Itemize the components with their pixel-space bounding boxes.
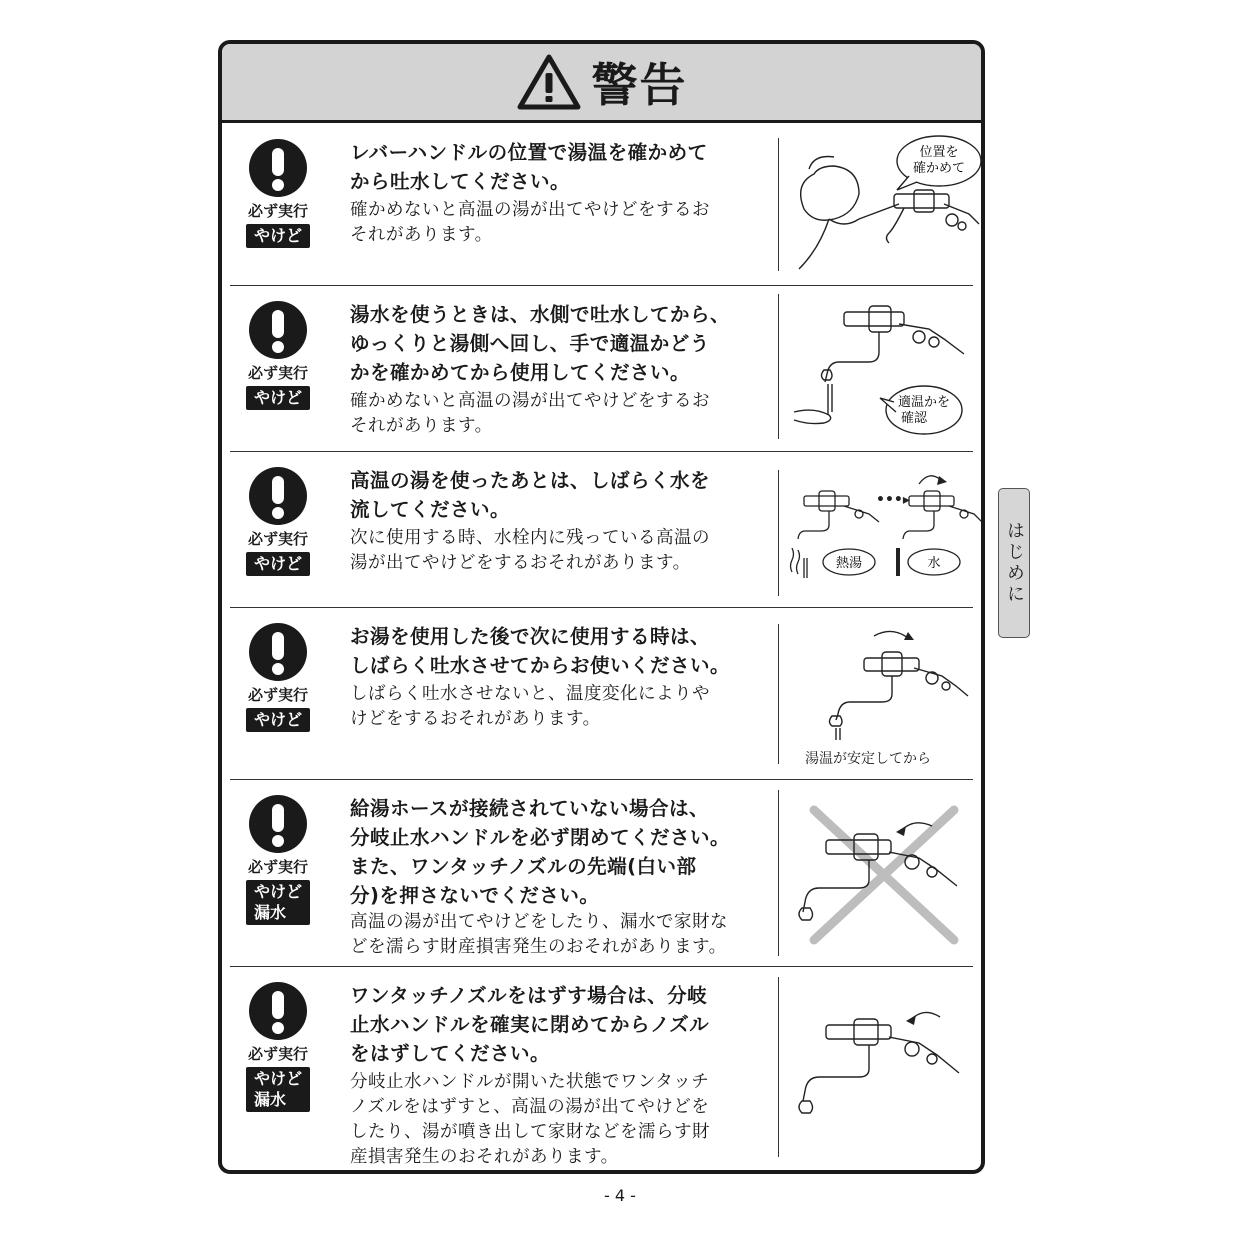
illustration-check-lever [784,134,984,274]
instruction-badge [236,300,320,410]
hazard-tag: やけど 漏水 [246,880,310,925]
illustration-stable-temperature [784,618,984,740]
bubble-text-line: 位置を [919,145,959,160]
warning-text [350,981,775,1170]
faucet-handle-closed-illustration [784,997,984,1147]
warning-reason: 次に使用する時、水栓内に残っている高温の 湯が出てやけどをするおそれがあります。 [350,528,710,573]
warning-text [350,622,775,732]
hazard-tag: やけど [246,224,310,248]
warning-text [350,138,775,248]
bubble-text-line: 確認 [900,411,928,426]
warning-text [350,794,775,960]
illustration-check-temperature [784,292,984,442]
svg-text:•••▸: •••▸ [876,492,910,508]
mandatory-action-icon [248,300,308,360]
warning-instruction: 高温の湯を使ったあとは、しばらく水を 流してください。 [350,469,711,521]
warning-instruction: 湯水を使うときは、水側で吐水してから、 ゆっくりと湯側へ回し、手で適温かどう かを確かめてから使用してください。 [350,303,731,384]
hot-then-cold-faucet-illustration [784,466,984,596]
hazard-tag: やけど [246,708,310,732]
hazard-tag: やけど [246,552,310,576]
warning-item [230,780,973,967]
instruction-badge [236,981,320,1112]
page-number: - 4 - [604,1186,636,1205]
must-do-label: 必ず実行 [247,858,308,876]
must-do-label: 必ず実行 [247,530,308,548]
hazard-tag: やけど 漏水 [246,1067,310,1112]
hot-water-label: 熱湯 [835,556,863,571]
warning-item [230,967,973,1172]
warning-frame [218,40,985,1174]
warning-text [350,300,775,439]
warning-reason: 高温の湯が出てやけどをしたり、漏水で家財な どを濡らす財産損害発生のおそれがあります。 [350,912,728,957]
faucet-running-illustration [784,618,984,740]
illustration-close-handle [784,800,984,950]
warning-item [230,452,973,608]
warning-reason: 分岐止水ハンドルが開いた状態でワンタッチ ノズルをはずすと、高温の湯が出てやけどを したり、湯が噴き出して家財などを濡らす財 産損害発生のおそれがあります。 [350,1072,710,1167]
divider [778,790,779,956]
mandatory-action-icon [248,466,308,526]
warning-instruction: レバーハンドルの位置で湯温を確かめて から吐水してください。 [350,141,708,193]
section-tab[interactable] [998,488,1030,638]
warning-instruction: ワンタッチノズルをはずす場合は、分岐 止水ハンドルを確実に閉めてからノズル をはずしてください。 [350,984,710,1065]
mandatory-action-icon [248,138,308,198]
bubble-text-line: 確かめて [912,161,966,176]
instruction-badge [236,138,320,248]
warning-reason: 確かめないと高温の湯が出てやけどをするお それがあります。 [350,200,710,245]
illustration-caption: 湯温が安定してから [805,751,931,767]
divider [778,294,779,439]
divider [778,624,779,764]
must-do-label: 必ず実行 [247,686,308,704]
mandatory-action-icon [248,981,308,1041]
instruction-badge [236,622,320,732]
prohibited-faucet-illustration [784,800,984,950]
mandatory-action-icon [248,794,308,854]
warning-title: 警告 [591,58,688,112]
mandatory-action-icon [248,622,308,682]
warning-item [230,608,973,780]
warning-reason: しばらく吐水させないと、温度変化によりや けどをするおそれがあります。 [350,684,710,729]
must-do-label: 必ず実行 [247,202,308,220]
hazard-tag: やけど [246,386,310,410]
section-tab-label: はじめに [1004,521,1025,605]
warning-text [350,466,775,576]
divider [778,977,779,1157]
warning-item [230,286,973,452]
warning-instruction: 給湯ホースが接続されていない場合は、 分岐止水ハンドルを必ず閉めてください。 また、ワンタッチノズルの先端(白い部 分)を押さないでください。 [350,797,731,907]
warning-triangle-icon [516,53,582,111]
cold-water-label: 水 [927,556,941,571]
instruction-badge [236,466,320,576]
divider [778,138,779,271]
person-checking-faucet-illustration [784,134,984,274]
warning-header [222,44,981,123]
illustration-flush-water [784,466,984,596]
warning-item [230,124,973,286]
hand-under-faucet-illustration [784,292,984,442]
warning-instruction: お湯を使用した後で次に使用する時は、 しばらく吐水させてからお使いください。 [350,625,731,677]
must-do-label: 必ず実行 [247,1045,308,1063]
illustration-remove-nozzle [784,997,984,1147]
instruction-badge [236,794,320,925]
divider [778,470,779,596]
bubble-text-line: 適温かを [897,395,951,410]
warning-reason: 確かめないと高温の湯が出てやけどをするお それがあります。 [350,391,710,436]
must-do-label: 必ず実行 [247,364,308,382]
